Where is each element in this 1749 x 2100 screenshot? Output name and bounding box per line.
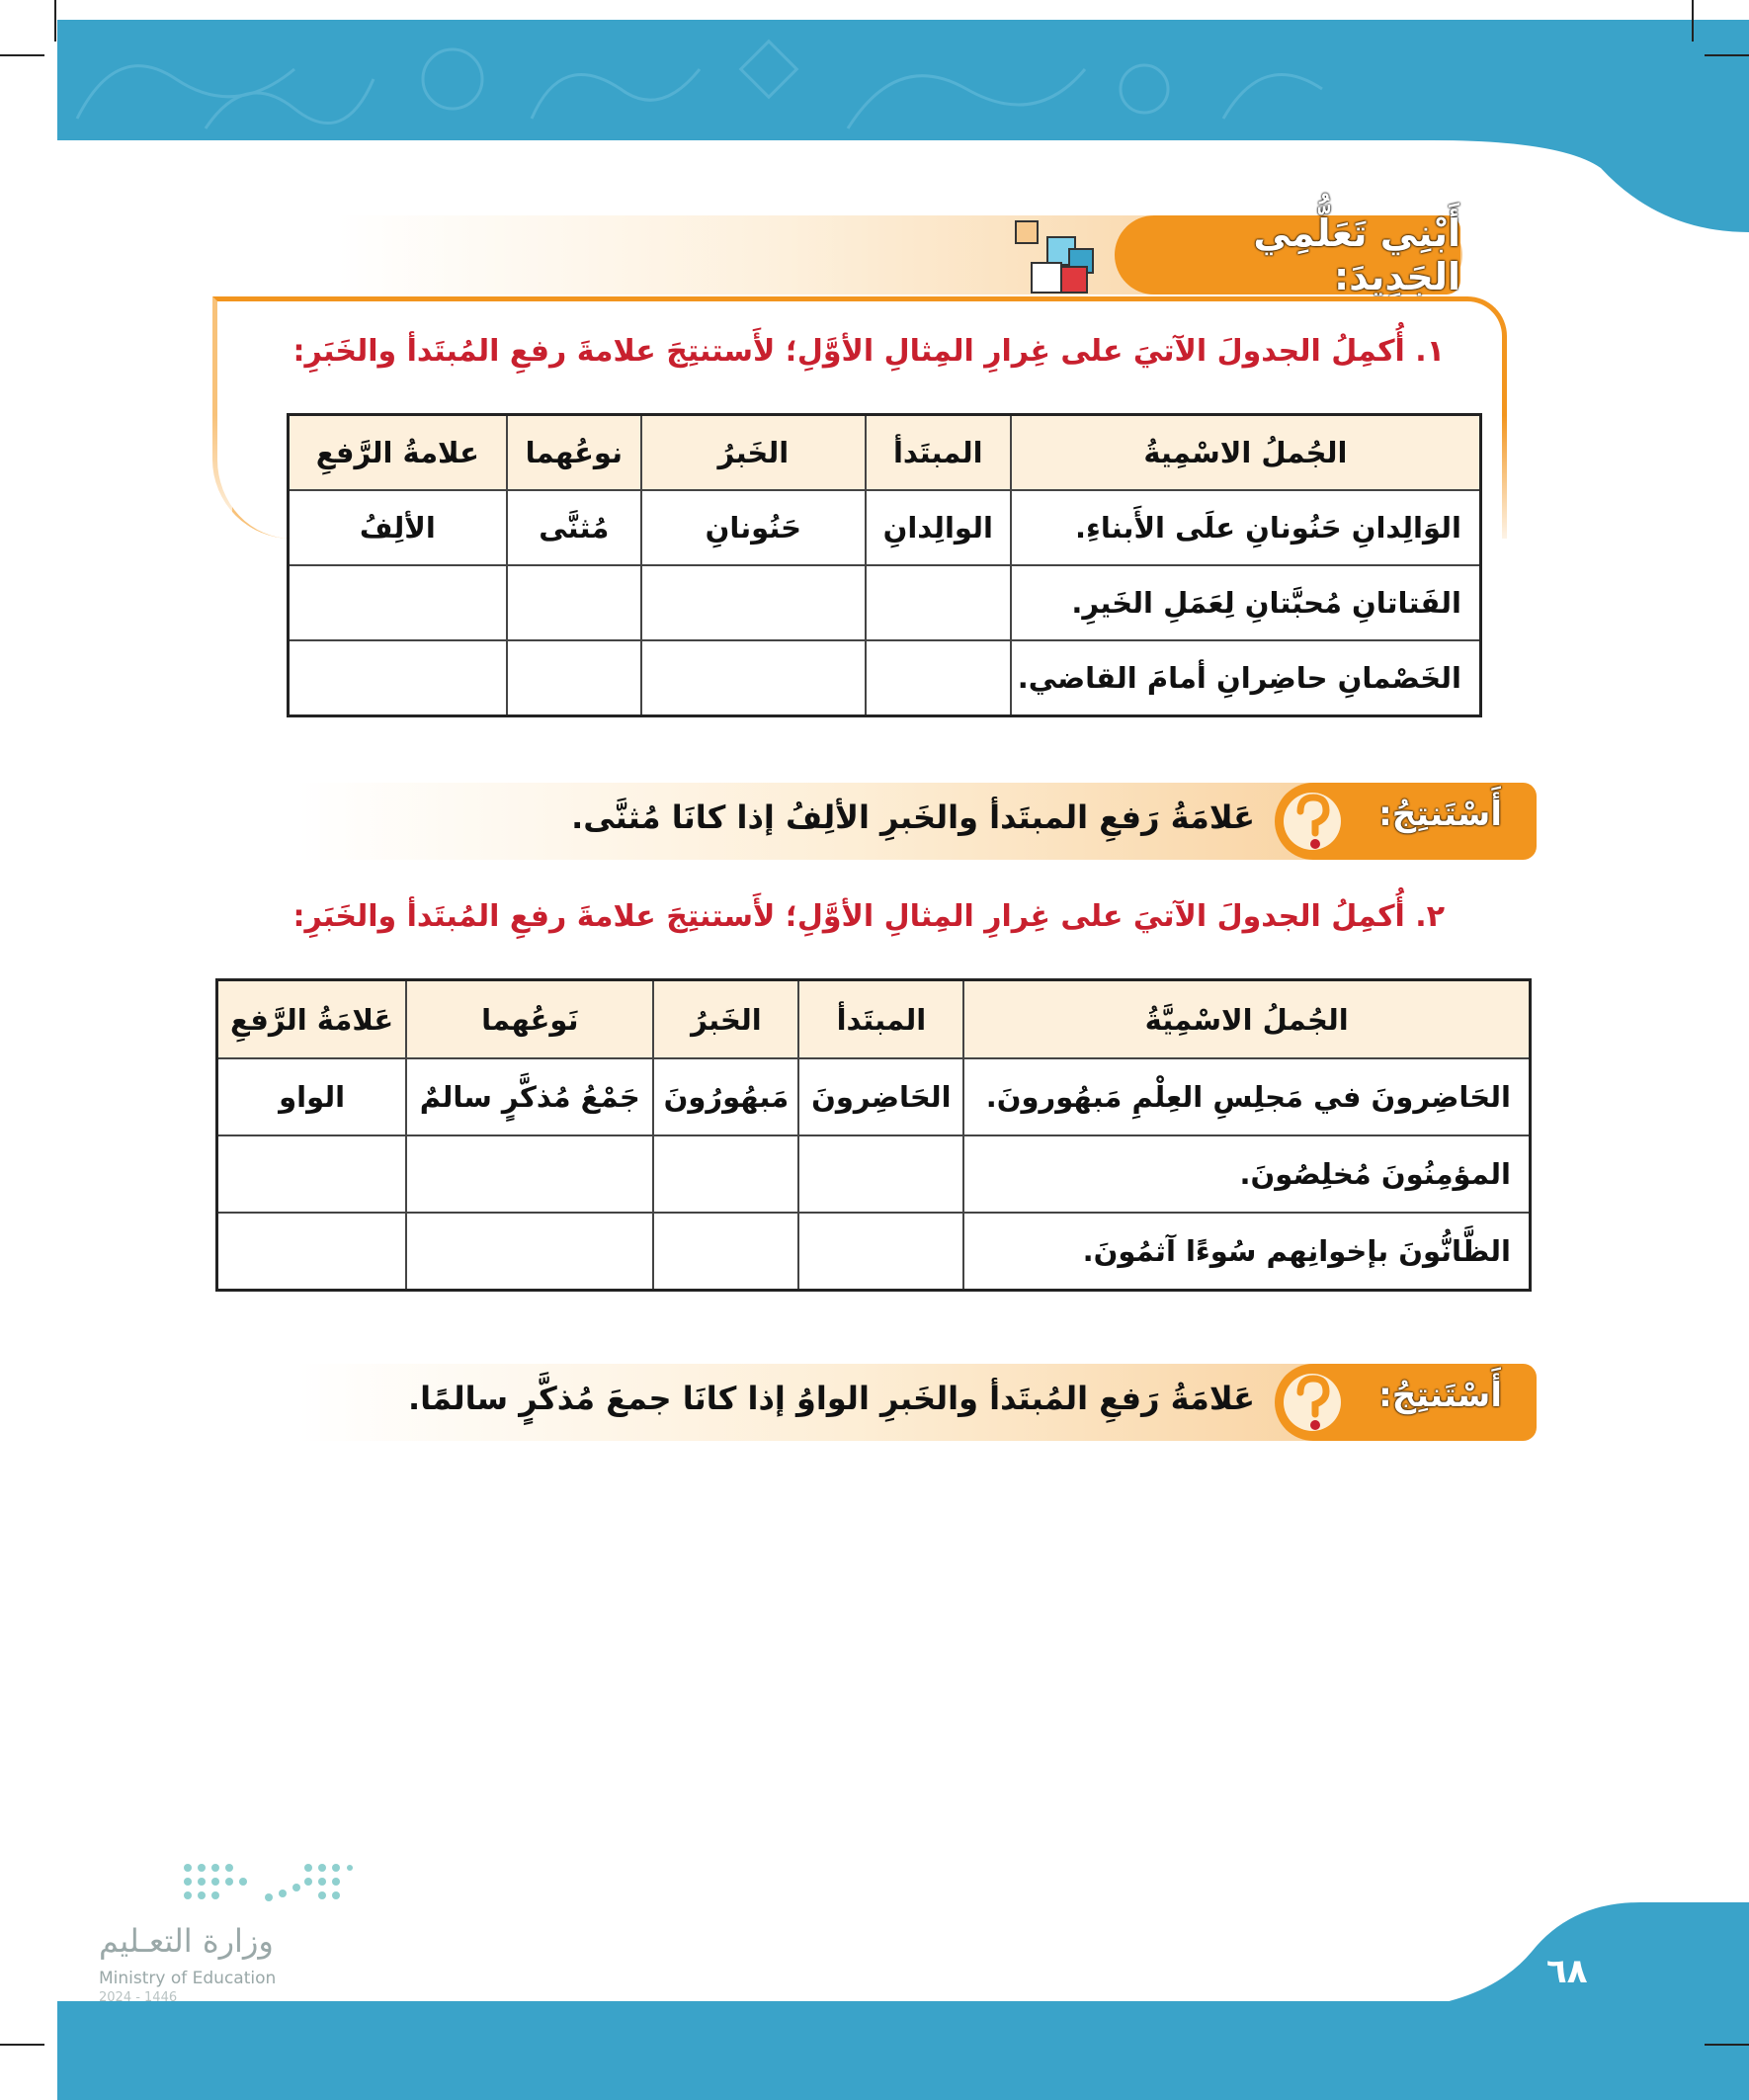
header-cell: نوعُهما	[507, 415, 641, 491]
header-cell: الجُملُ الاسْمِيةُ	[1011, 415, 1481, 491]
sentence-cell: الخَصْمانِ حاضِرانِ أمامَ القاضي.	[1011, 640, 1481, 716]
header-cell: المبتَدأ	[866, 415, 1011, 491]
table-row	[217, 1058, 1531, 1135]
crop-mark	[54, 0, 56, 42]
question-mark-icon	[1283, 1369, 1342, 1436]
crop-mark	[1705, 2044, 1749, 2046]
q1-instruction: ١. أُكمِلُ الجدولَ الآتيَ على غِرارِ المِثالِ الأوَّلِ؛ لأَستنتِجَ علامةَ رفعِ المُبتَدأ والخَبَرِ:	[292, 334, 1445, 369]
answer-cell[interactable]	[406, 1213, 653, 1291]
conclusion-label: أَسْتَنتِجُ:	[1378, 795, 1502, 834]
ministry-name-ar: وزارة التعـليم	[99, 1922, 274, 1960]
ministry-name-en: Ministry of Education	[99, 1969, 277, 1988]
conclusion-label: أَسْتَنتِجُ:	[1378, 1376, 1502, 1415]
top-corner-curve	[1433, 20, 1749, 232]
table-header-row	[289, 415, 1481, 491]
table-cell: الواو	[217, 1058, 407, 1135]
answer-cell[interactable]	[217, 1213, 407, 1291]
header-cell: نَوعُهما	[406, 980, 653, 1059]
answer-cell[interactable]	[217, 1135, 407, 1213]
header-cell: المبتَدأ	[798, 980, 963, 1059]
q2-table	[215, 978, 1532, 1292]
table-cell: الحَاضِرونَ	[798, 1058, 963, 1135]
crop-mark	[0, 2044, 44, 2046]
crop-mark	[0, 54, 44, 56]
header-cell: علامةُ الرَّفعِ	[289, 415, 507, 491]
table-header-row	[217, 980, 1531, 1059]
bottom-decorative-band	[57, 2001, 1749, 2100]
frame-fade	[1482, 415, 1512, 553]
conclusion-label-pill	[1275, 1364, 1537, 1441]
header-cell: الخَبرُ	[653, 980, 798, 1059]
ministry-logo-icon	[180, 1858, 353, 1912]
conclusion-text: عَلامَةُ رَفعِ المُبتَدأ والخَبرِ الواوُ إذا كانَا جمعَ مُذكَّرٍ سالمًا.	[407, 1380, 1255, 1417]
answer-cell[interactable]	[866, 565, 1011, 640]
answer-cell[interactable]	[798, 1213, 963, 1291]
answer-cell[interactable]	[653, 1213, 798, 1291]
ministry-year: 2024 - 1446	[99, 1990, 178, 2005]
table-row	[289, 640, 1481, 716]
header-cell: الجُملُ الاسْمِيَّةُ	[963, 980, 1530, 1059]
page-number: ٦٨	[1546, 1952, 1588, 1991]
crop-mark	[1692, 0, 1694, 42]
sentence-cell: الحَاضِرونَ في مَجلِسِ العِلْمِ مَبهُورونَ.	[963, 1058, 1530, 1135]
table-cell: حَنُونانِ	[641, 490, 866, 565]
answer-cell[interactable]	[507, 565, 641, 640]
table-row	[217, 1213, 1531, 1291]
answer-cell[interactable]	[866, 640, 1011, 716]
answer-cell[interactable]	[798, 1135, 963, 1213]
sentence-cell: المؤمِنُونَ مُخلِصُونَ.	[963, 1135, 1530, 1213]
answer-cell[interactable]	[289, 565, 507, 640]
cubes-icon	[1008, 219, 1097, 298]
sentence-cell: الفَتاتانِ مُحبَّتانِ لِعَمَلِ الخَيرِ.	[1011, 565, 1481, 640]
answer-cell[interactable]	[641, 640, 866, 716]
answer-cell[interactable]	[507, 640, 641, 716]
table-cell: الألِفُ	[289, 490, 507, 565]
sentence-cell: الوَالِدانِ حَنُونانِ علَى الأَبناءِ.	[1011, 490, 1481, 565]
sentence-cell: الظَّانُّونَ بإخوانِهم سُوءًا آثمُونَ.	[963, 1213, 1530, 1291]
conclusion-text: عَلامَةُ رَفعِ المبتَدأ والخَبرِ الألِفُ إذا كانَا مُثنَّى.	[571, 798, 1255, 836]
table-row	[217, 1135, 1531, 1213]
answer-cell[interactable]	[641, 565, 866, 640]
section-title: أَبْنِي تَعَلُّمِي الجَدِيدَ:	[1115, 215, 1460, 294]
conclusion-label-pill	[1275, 783, 1537, 860]
answer-cell[interactable]	[406, 1135, 653, 1213]
header-cell: عَلامَةُ الرَّفعِ	[217, 980, 407, 1059]
table-cell: مَبهُورُونَ	[653, 1058, 798, 1135]
q2-instruction: ٢. أُكمِلُ الجدولَ الآتيَ على غِرارِ المِثالِ الأوَّلِ؛ لأَستنتِجَ علامةَ رفعِ المُبتَدأ والخَبَرِ:	[292, 899, 1445, 934]
table-cell: جَمْعُ مُذكَّرٍ سالمٌ	[406, 1058, 653, 1135]
crop-mark	[1705, 54, 1749, 56]
frame-fade	[203, 415, 232, 553]
answer-cell[interactable]	[289, 640, 507, 716]
answer-cell[interactable]	[653, 1135, 798, 1213]
table-cell: مُثنَّى	[507, 490, 641, 565]
header-cell: الخَبرُ	[641, 415, 866, 491]
q1-table	[287, 413, 1482, 717]
table-row	[289, 565, 1481, 640]
table-row	[289, 490, 1481, 565]
table-cell: الوالِدانِ	[866, 490, 1011, 565]
question-mark-icon	[1283, 788, 1342, 855]
